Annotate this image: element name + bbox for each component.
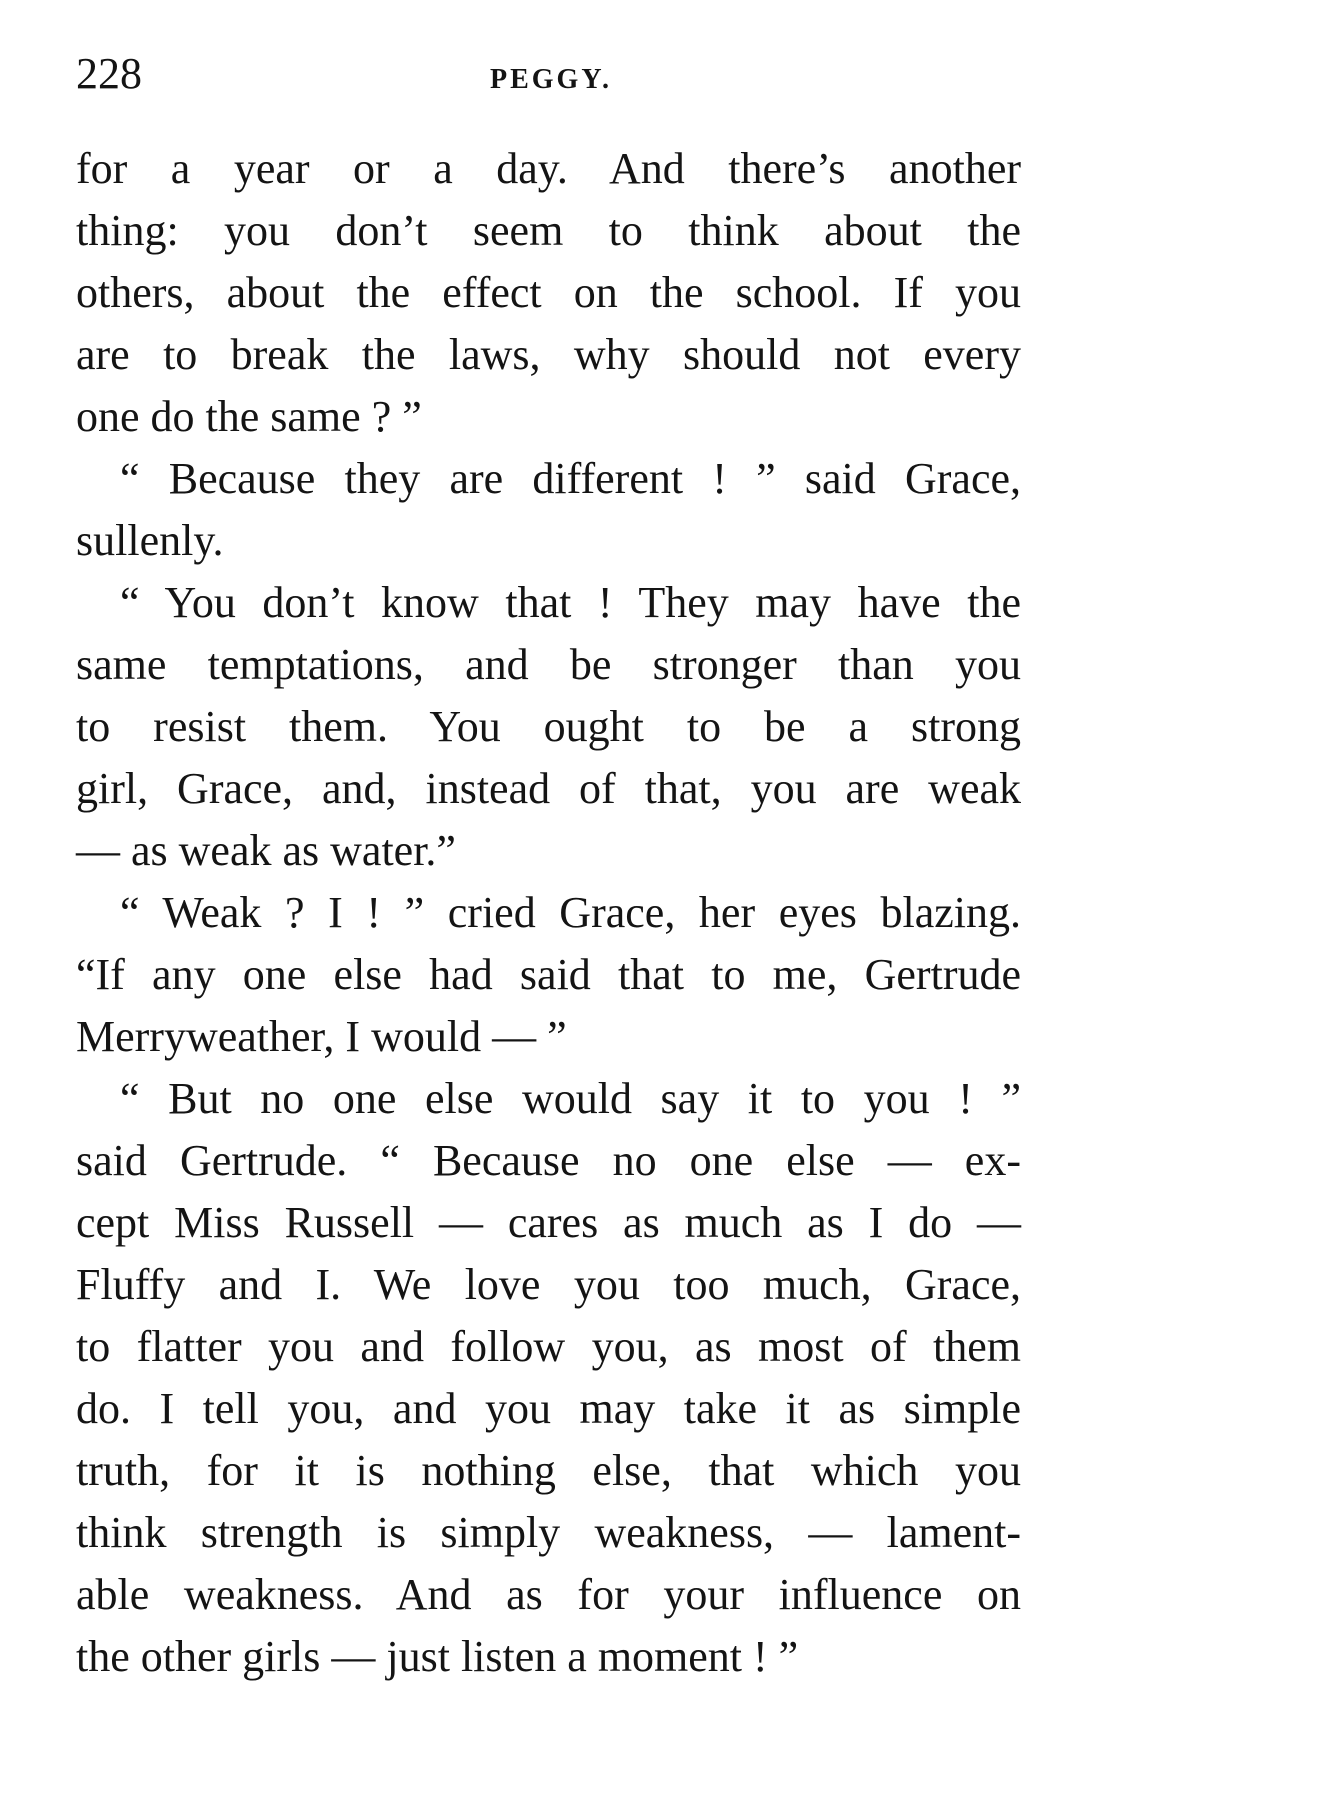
text-line: Fluffy and I. We love you too much, Grace,: [76, 1260, 1021, 1309]
text-line: truth, for it is nothing else, that which you: [76, 1446, 1021, 1495]
text-line: “ But no one else would say it to you ! ”: [120, 1074, 1021, 1123]
body-text: [76, 138, 1021, 1688]
running-title: PEGGY.: [490, 64, 612, 95]
text-line: same temptations, and be stronger than you: [76, 640, 1021, 689]
text-line: think strength is simply weakness, — lament-: [76, 1508, 1021, 1557]
text-line: to flatter you and follow you, as most of them: [76, 1322, 1021, 1371]
text-line: cept Miss Russell — cares as much as I do —: [76, 1198, 1021, 1247]
text-line: — as weak as water.”: [76, 826, 456, 875]
text-line: “ Weak ? I ! ” cried Grace, her eyes blazing.: [120, 888, 1021, 937]
text-line: Merryweather, I would — ”: [76, 1012, 567, 1061]
text-line: “If any one else had said that to me, Gertrude: [76, 950, 1021, 999]
text-line: girl, Grace, and, instead of that, you are weak: [76, 764, 1021, 813]
text-line: are to break the laws, why should not every: [76, 330, 1021, 379]
text-line: “ Because they are different ! ” said Grace,: [120, 454, 1021, 503]
text-line: sullenly.: [76, 516, 224, 565]
page-header: [76, 44, 1021, 104]
text-line: the other girls — just listen a moment ! ”: [76, 1632, 799, 1681]
text-line: thing: you don’t seem to think about the: [76, 206, 1021, 255]
text-line: said Gertrude. “ Because no one else — ex-: [76, 1136, 1021, 1185]
text-line: for a year or a day. And there’s another: [76, 144, 1021, 193]
text-line: one do the same ? ”: [76, 392, 422, 441]
text-line: “ You don’t know that ! They may have the: [120, 578, 1021, 627]
text-line: able weakness. And as for your influence on: [76, 1570, 1021, 1619]
text-line: do. I tell you, and you may take it as simple: [76, 1384, 1021, 1433]
page-number: 228: [76, 49, 142, 98]
text-line: others, about the effect on the school. If you: [76, 268, 1021, 317]
text-line: to resist them. You ought to be a strong: [76, 702, 1021, 751]
